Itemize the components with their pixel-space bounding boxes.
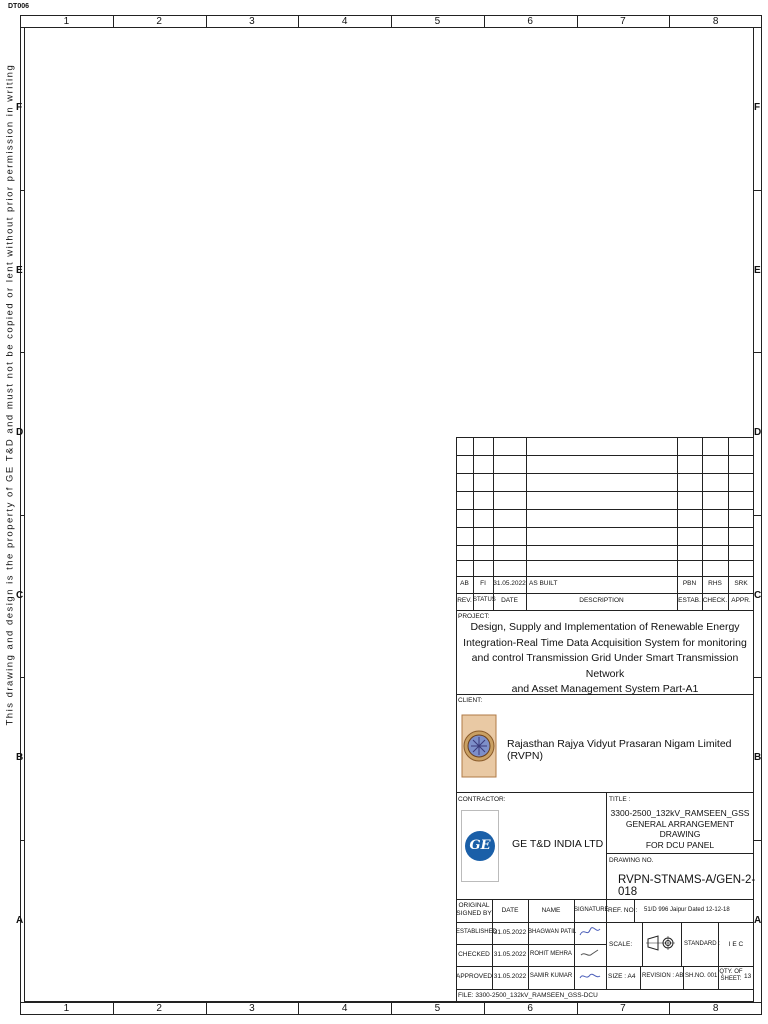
title-line: FOR DCU PANEL (645, 839, 715, 850)
row-divider (754, 190, 762, 191)
column-number: 6 (527, 1002, 533, 1014)
signoff-date: 31.05.2022 (493, 951, 527, 958)
description-header: DESCRIPTION (579, 597, 624, 604)
signoff-name: ROHIT MEHRA (530, 951, 572, 957)
standard-value: I E C (728, 941, 744, 948)
status-header: STATUS (473, 597, 496, 603)
column-number: 3 (249, 1002, 255, 1014)
column-number: 2 (156, 15, 162, 27)
column-divider (113, 15, 114, 27)
column-number: 4 (341, 1002, 348, 1014)
column-divider (206, 15, 207, 27)
ge-logo (461, 810, 499, 882)
drawing-no-value: RVPN-STNAMS-A/GEN-2-018 (618, 874, 756, 898)
column-number: 7 (620, 1002, 626, 1014)
signoff-role: APPROVED (456, 973, 493, 980)
row-letter: F (754, 102, 761, 114)
client-name: Rajasthan Rajya Vidyut Prasaran Nigam Limited (RVPN) (507, 738, 732, 762)
column-divider (298, 1002, 299, 1015)
column-number: 1 (63, 1002, 70, 1014)
column-divider (669, 1002, 670, 1015)
standard-label: STANDARD : (684, 941, 720, 947)
column-number: 5 (434, 1002, 441, 1014)
drawing-title (606, 808, 754, 850)
row-letter: E (754, 264, 761, 276)
column-divider (484, 15, 485, 27)
original-signed-by-header (456, 902, 492, 918)
signoff-signature-header: SIGNATURE (574, 907, 609, 913)
signoff-name: SAMIR KUMAR (529, 973, 573, 979)
column-divider (669, 15, 670, 27)
signoff-role: CHECKED (458, 951, 490, 958)
signoff-role: ESTABLISHED (456, 929, 497, 935)
row-letter: C (754, 589, 762, 601)
project-line: Design, Supply and Implementation of Renewable Energy (470, 621, 740, 633)
column-divider (577, 15, 578, 27)
row-letter: F (16, 102, 23, 114)
rev-header: REV. (457, 597, 472, 604)
signoff-date-header: DATE (501, 907, 519, 914)
ge-logo-text: GE (469, 838, 491, 853)
rev-value: AB (460, 580, 469, 587)
signoff-date: 31.05.2022 (493, 929, 527, 936)
appr-header: APPR. (731, 597, 751, 604)
project-description (456, 620, 754, 698)
column-number: 5 (434, 15, 441, 27)
column-divider (206, 1002, 207, 1015)
revision-value: REVISION : AB (642, 973, 684, 979)
signed-by-header: SIGNED BY (456, 910, 492, 917)
rvpn-logo (461, 714, 497, 778)
file-name: FILE: 3300-2500_132kV_RAMSEEN_GSS-DCU (458, 992, 598, 999)
check-header: CHECK. (702, 597, 728, 604)
column-divider (298, 15, 299, 27)
drawing-no-label: DRAWING NO. (609, 857, 654, 864)
contractor-label: CONTRACTOR: (458, 796, 506, 803)
qty-value: 13 (744, 973, 752, 980)
row-divider (20, 190, 24, 191)
projection-symbol-icon (646, 935, 676, 951)
title-line: GENERAL ARRANGEMENT DRAWING (625, 818, 735, 839)
strip-line (20, 27, 762, 28)
signature-mark (578, 925, 602, 939)
signoff-name-header: NAME (541, 907, 561, 914)
row-divider (754, 677, 762, 678)
signature-mark (578, 947, 602, 961)
side-notice: This drawing and design is the property of GE T&D and must not be copied or lent without prior permission in writing (4, 63, 16, 726)
row-letter: D (16, 427, 24, 439)
row-letter: C (16, 589, 24, 601)
project-line: Integration-Real Time Data Acquisition System for monitoring (463, 636, 747, 649)
column-number: 6 (527, 15, 533, 27)
ref-value: 51/D 996 Jaipur Dated 12-12-18 (644, 907, 730, 913)
column-divider (391, 1002, 392, 1015)
row-letter: E (16, 264, 23, 276)
scale-label: SCALE: (609, 941, 633, 948)
title-block-frame (456, 437, 754, 1002)
estab-header: ESTAB. (678, 597, 701, 604)
row-letter: D (754, 427, 762, 439)
row-letter: A (16, 914, 24, 926)
column-number: 8 (712, 15, 719, 27)
size-value: SIZE : A4 (608, 973, 636, 980)
qty-of-sheet-label (719, 969, 743, 983)
column-number: 3 (249, 15, 255, 27)
signoff-name: BHAGWAN PATIL (528, 929, 577, 935)
check-value: RHS (708, 580, 722, 587)
column-number: 4 (341, 15, 348, 27)
column-divider (484, 1002, 485, 1015)
row-divider (20, 352, 24, 353)
row-divider (754, 515, 762, 516)
appr-value: SRK (734, 580, 748, 587)
sheet-no-value: SH.NO. 001 (685, 973, 718, 979)
column-number: 8 (712, 1002, 719, 1014)
status-value: FI (480, 580, 486, 587)
client-label: CLIENT: (458, 697, 483, 704)
column-divider (113, 1002, 114, 1015)
rev-date-value: 31.05.2022 (493, 580, 526, 587)
project-label: PROJECT: (458, 613, 490, 620)
qty-label-1: QTY. OF (719, 969, 743, 975)
ref-label: REF. NO.: (608, 907, 638, 914)
rev-description-value: AS BUILT (529, 580, 558, 587)
column-divider (577, 1002, 578, 1015)
title-line: 3300-2500_132kV_RAMSEEN_GSS (610, 808, 750, 818)
original-header: ORIGINAL (458, 902, 490, 909)
title-label: TITLE : (609, 796, 631, 803)
row-letter: B (16, 752, 24, 764)
column-number: 7 (620, 15, 626, 27)
column-divider (391, 15, 392, 27)
row-divider (20, 677, 24, 678)
project-line: and control Transmission Grid Under Smart Transmission Network (471, 652, 739, 680)
column-number: 1 (63, 15, 70, 27)
row-letter: B (754, 752, 762, 764)
sheet-id: DT006 (8, 3, 30, 10)
column-number: 2 (156, 1002, 162, 1014)
signoff-date: 31.05.2022 (493, 973, 527, 980)
date-header: DATE (501, 597, 518, 604)
signature-mark (578, 969, 602, 983)
row-divider (754, 352, 762, 353)
project-line: and Asset Management System Part-A1 (511, 683, 699, 695)
row-divider (754, 840, 762, 841)
row-divider (20, 515, 24, 516)
contractor-name: GE T&D INDIA LTD (512, 838, 604, 850)
row-letter: A (754, 914, 762, 926)
qty-label-2: SHEET: (720, 976, 742, 982)
row-divider (20, 840, 24, 841)
estab-value: PBN (682, 580, 697, 587)
